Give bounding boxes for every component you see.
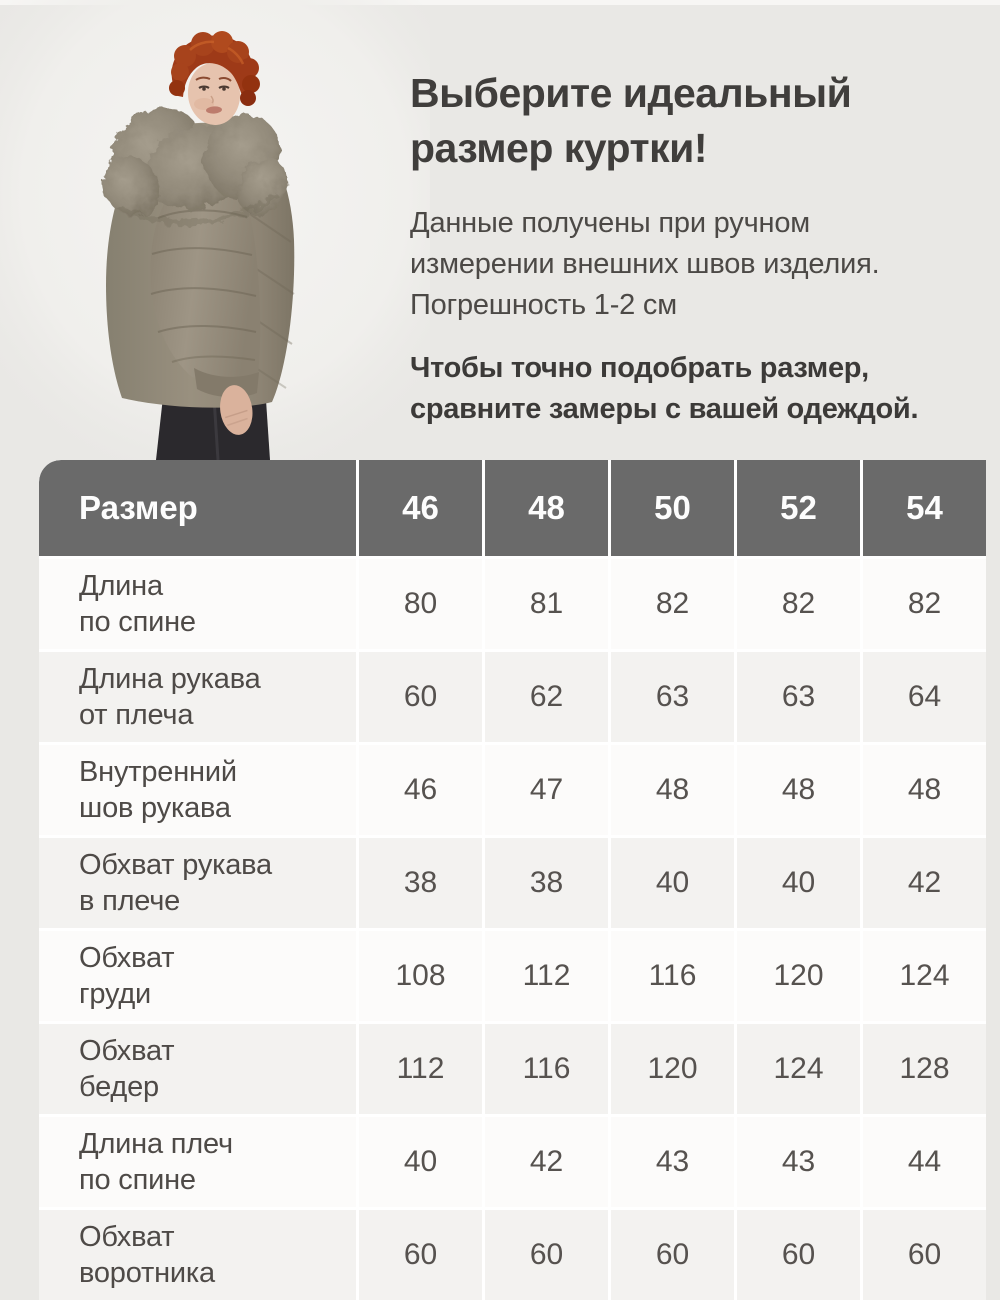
size-table-header-size-46: 46 bbox=[359, 460, 482, 556]
size-value: 38 bbox=[485, 838, 608, 928]
size-value: 60 bbox=[359, 652, 482, 742]
size-value: 46 bbox=[359, 745, 482, 835]
row-label-hip-girth: Обхват бедер bbox=[39, 1024, 356, 1114]
size-value: 108 bbox=[359, 931, 482, 1021]
size-value: 48 bbox=[611, 745, 734, 835]
size-value: 42 bbox=[485, 1117, 608, 1207]
size-value: 120 bbox=[611, 1024, 734, 1114]
size-value: 80 bbox=[359, 559, 482, 649]
size-value: 38 bbox=[359, 838, 482, 928]
size-value: 42 bbox=[863, 838, 986, 928]
size-value: 116 bbox=[611, 931, 734, 1021]
size-value: 82 bbox=[737, 559, 860, 649]
size-value: 82 bbox=[611, 559, 734, 649]
page-title-line1: Выберите идеальный bbox=[410, 70, 852, 116]
measurement-description: Данные получены при ручном измерении внешних швов изделия. Погрешность 1-2 см bbox=[410, 207, 880, 321]
size-value: 43 bbox=[737, 1117, 860, 1207]
row-label-back-length: Длина по спине bbox=[39, 559, 356, 649]
size-value: 63 bbox=[737, 652, 860, 742]
size-value: 112 bbox=[359, 1024, 482, 1114]
size-value: 60 bbox=[611, 1210, 734, 1300]
size-value: 43 bbox=[611, 1117, 734, 1207]
size-value: 62 bbox=[485, 652, 608, 742]
size-table-header-size-48: 48 bbox=[485, 460, 608, 556]
size-value: 48 bbox=[737, 745, 860, 835]
hero-text-block bbox=[410, 66, 975, 430]
size-value: 40 bbox=[737, 838, 860, 928]
size-value: 128 bbox=[863, 1024, 986, 1114]
model-photo bbox=[0, 0, 430, 460]
size-table-header-size-54: 54 bbox=[863, 460, 986, 556]
size-value: 40 bbox=[359, 1117, 482, 1207]
size-value: 112 bbox=[485, 931, 608, 1021]
row-label-shoulder-length: Длина плеч по спине bbox=[39, 1117, 356, 1207]
size-value: 120 bbox=[737, 931, 860, 1021]
size-value: 48 bbox=[863, 745, 986, 835]
fit-advice-note: Чтобы точно подобрать размер, сравните замеры с вашей одеждой. bbox=[410, 352, 919, 425]
size-table-header-size-52: 52 bbox=[737, 460, 860, 556]
page-title-line2: размер куртки! bbox=[410, 125, 708, 171]
size-value: 124 bbox=[737, 1024, 860, 1114]
size-value: 63 bbox=[611, 652, 734, 742]
size-value: 60 bbox=[359, 1210, 482, 1300]
size-value: 60 bbox=[737, 1210, 860, 1300]
model-photo-illustration bbox=[0, 0, 430, 460]
size-value: 116 bbox=[485, 1024, 608, 1114]
page-title bbox=[410, 66, 975, 176]
row-label-chest-girth: Обхват груди bbox=[39, 931, 356, 1021]
size-value: 60 bbox=[485, 1210, 608, 1300]
size-value: 82 bbox=[863, 559, 986, 649]
row-label-inner-sleeve-seam: Внутренний шов рукава bbox=[39, 745, 356, 835]
size-value: 64 bbox=[863, 652, 986, 742]
size-value: 44 bbox=[863, 1117, 986, 1207]
size-value: 124 bbox=[863, 931, 986, 1021]
size-table-header-label: Размер bbox=[39, 460, 356, 556]
size-value: 47 bbox=[485, 745, 608, 835]
size-value: 40 bbox=[611, 838, 734, 928]
size-value: 81 bbox=[485, 559, 608, 649]
row-label-collar-girth: Обхват воротника bbox=[39, 1210, 356, 1300]
row-label-sleeve-girth: Обхват рукава в плече bbox=[39, 838, 356, 928]
row-label-sleeve-length: Длина рукава от плеча bbox=[39, 652, 356, 742]
size-table-header-size-50: 50 bbox=[611, 460, 734, 556]
size-table bbox=[39, 460, 986, 1300]
size-value: 60 bbox=[863, 1210, 986, 1300]
